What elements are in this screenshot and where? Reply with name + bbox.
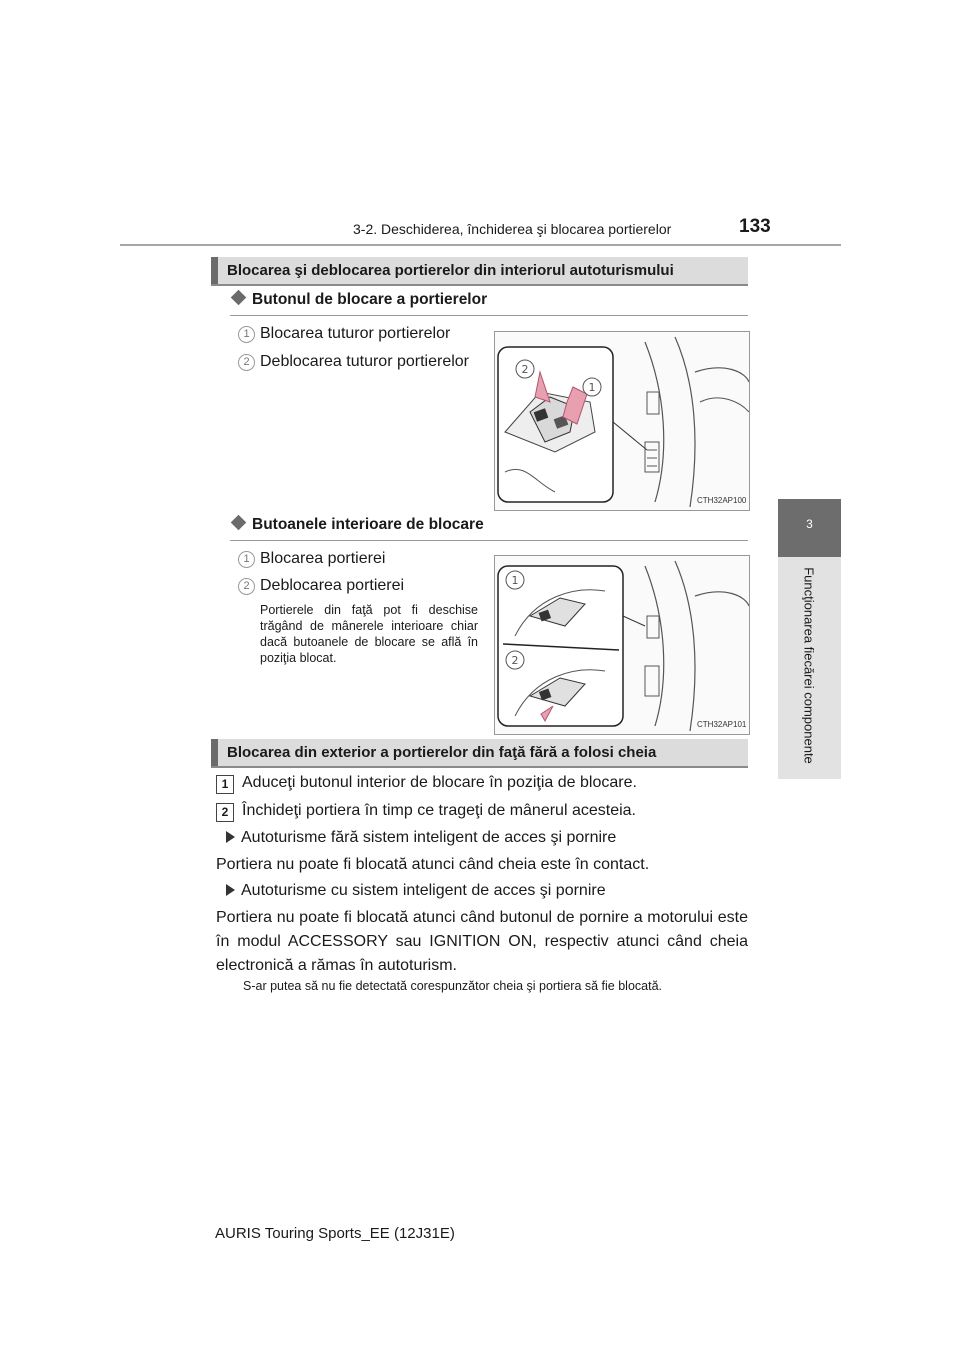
step-number-2: 2 <box>216 803 234 822</box>
subsection-title-lock-switch: Butonul de blocare a portierelor <box>230 291 487 309</box>
item-text: Deblocarea portierei <box>260 577 405 594</box>
subsection-title-inside-lock-buttons: Butoanele interioare de blocare <box>230 516 484 534</box>
figure-code: CTH32AP100 <box>697 496 747 505</box>
item-number-2: 2 <box>238 354 255 371</box>
item-text: Deblocarea tuturor portierelor <box>260 353 469 370</box>
figure-inside-lock-buttons <box>494 555 750 735</box>
case-label-with-smart-entry: Autoturisme cu sistem inteligent de acces şi pornire <box>226 882 606 900</box>
case-text: Portiera nu poate fi blocată atunci când cheia este în contact. <box>216 856 650 873</box>
svg-text:1: 1 <box>511 574 519 587</box>
step-text: Închideţi portiera în timp ce trageţi de mânerul acesteia. <box>242 802 636 819</box>
header-rule <box>120 244 841 246</box>
triangle-bullet-icon <box>226 884 235 896</box>
item-text: Blocarea tuturor portierelor <box>260 325 451 342</box>
section-marker <box>211 257 218 284</box>
chapter-number: 3 <box>806 517 813 531</box>
section-marker <box>211 739 218 766</box>
inside-lock-buttons-illustration <box>495 556 749 734</box>
header-section-title: 3-2. Deschiderea, închiderea şi blocarea portierelor <box>353 221 672 237</box>
item-number-2: 2 <box>238 578 255 595</box>
item-text: Blocarea portierei <box>260 550 386 567</box>
item-number-1: 1 <box>238 326 255 343</box>
chapter-title: Funcţionarea fiecărei componente <box>801 567 817 764</box>
section-header-exterior-locking <box>211 739 748 768</box>
item-number-1: 1 <box>238 551 255 568</box>
note-text: Portierele din faţă pot fi deschise trăgând de mânerele interioare chiar dacă butoanele de blocare se află în poziţia blocat. <box>260 603 478 665</box>
case-text: Portiera nu poate fi blocată atunci când butonul de pornire a motorului este în modul ACCESSORY sau IGNITION ON, respectiv atunci când cheia electronică a rămas în autoturism. <box>216 909 748 974</box>
step-number-1: 1 <box>216 775 234 794</box>
diamond-icon <box>231 515 247 531</box>
section-title: Blocarea şi deblocarea portierelor din interiorul autoturismului <box>227 262 674 279</box>
section-header-interior-locking <box>211 257 748 286</box>
case-label-without-smart-entry: Autoturisme fără sistem inteligent de acces şi pornire <box>226 829 616 847</box>
subsection-rule <box>230 315 748 316</box>
footer-model: AURIS Touring Sports_EE (12J31E) <box>215 1225 455 1242</box>
subsection-rule <box>230 540 748 541</box>
footnote-text: S-ar putea să nu fie detectată corespunzător cheia şi portiera să fie blocată. <box>243 979 662 993</box>
triangle-bullet-icon <box>226 831 235 843</box>
section-title: Blocarea din exterior a portierelor din faţă fără a folosi cheia <box>227 744 657 761</box>
page-number: 133 <box>739 216 771 237</box>
step-text: Aduceţi butonul interior de blocare în poziţia de blocare. <box>242 774 637 791</box>
figure-door-lock-switch <box>494 331 750 511</box>
svg-text:2: 2 <box>511 654 519 667</box>
diamond-icon <box>231 290 247 306</box>
door-lock-switch-illustration <box>495 332 749 510</box>
svg-text:2: 2 <box>521 363 529 376</box>
figure-code: CTH32AP101 <box>697 720 747 729</box>
svg-text:1: 1 <box>588 381 596 394</box>
